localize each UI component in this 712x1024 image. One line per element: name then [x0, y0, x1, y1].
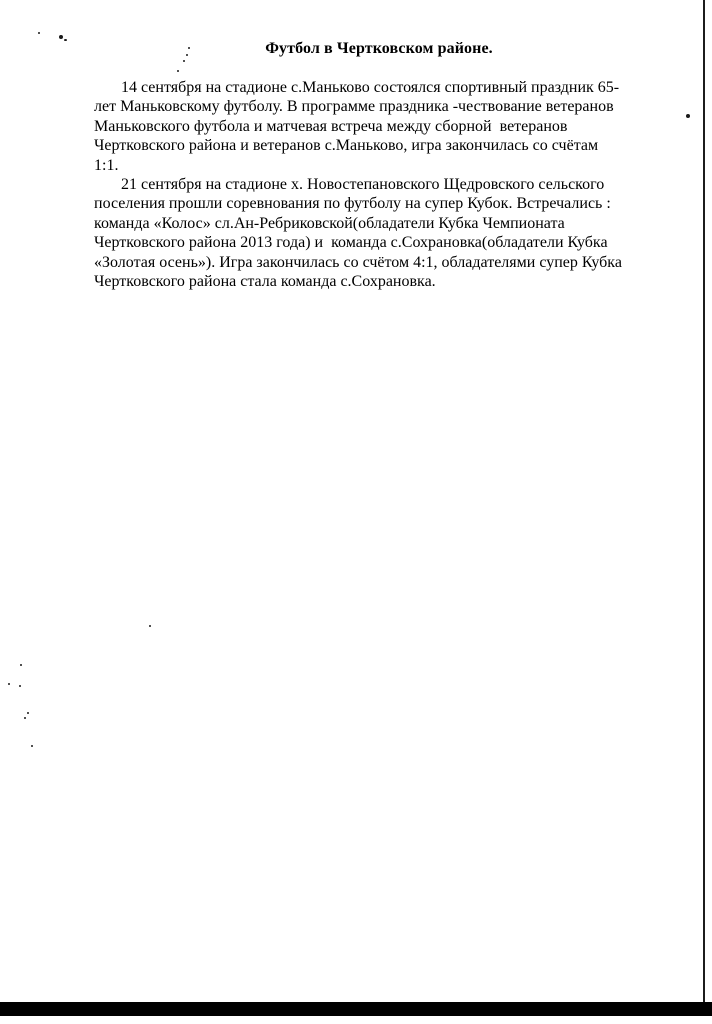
- scan-speck: [24, 717, 26, 719]
- scan-edge-line: [703, 0, 705, 1002]
- scan-speck: [27, 712, 29, 714]
- scan-speck: [186, 54, 188, 56]
- paragraph-line: Маньковского футбола и матчевая встреча между сборной ветеранов: [94, 117, 568, 135]
- scan-speck: [64, 39, 67, 41]
- scan-speck: [177, 70, 179, 72]
- paragraph-line: 21 сентября на стадионе х. Новостепановского Щедровского сельского: [121, 176, 605, 194]
- document-body: [94, 78, 674, 291]
- paragraph-1: [94, 78, 674, 175]
- paragraph-line: поселения прошли соревнования по футболу на супер Кубок. Встречались :: [94, 195, 611, 213]
- scan-speck: [188, 47, 190, 49]
- scan-speck: [183, 60, 185, 62]
- paragraph-line: 1:1.: [94, 156, 119, 174]
- scan-speck: [149, 625, 151, 627]
- document-title-text: Футбол в Чертковском районе.: [265, 40, 493, 57]
- paragraph-line: Чертковского района 2013 года) и команда с.Сохрановка(обладатели Кубка: [94, 234, 608, 252]
- paragraph-2: [94, 175, 674, 291]
- scan-speck: [59, 35, 63, 39]
- scan-speck: [686, 114, 690, 118]
- paragraph-line: 14 сентября на стадионе с.Маньково состоялся спортивный праздник 65-: [121, 79, 620, 96]
- paragraph-line: команда «Колос» сл.Ан-Ребриковской(обладатели Кубка Чемпионата: [94, 214, 565, 232]
- document-title: [0, 40, 712, 58]
- scan-speck: [20, 664, 22, 666]
- scan-speck: [31, 745, 33, 747]
- scan-speck: [38, 32, 40, 34]
- paragraph-line: «Золотая осень»). Игра закончилась со счётом 4:1, обладателями супер Кубка: [94, 253, 622, 271]
- scan-speck: [8, 683, 10, 685]
- scan-bottom-band: [0, 1002, 712, 1016]
- scan-speck: [19, 685, 21, 687]
- paragraph-line: Чертковского района и ветеранов с.Маньково, игра закончилась со счётам: [94, 137, 599, 155]
- paragraph-line: лет Маньковскому футболу. В программе праздника -чествование ветеранов: [94, 98, 614, 116]
- paragraph-line: Чертковского района стала команда с.Сохрановка.: [94, 273, 436, 291]
